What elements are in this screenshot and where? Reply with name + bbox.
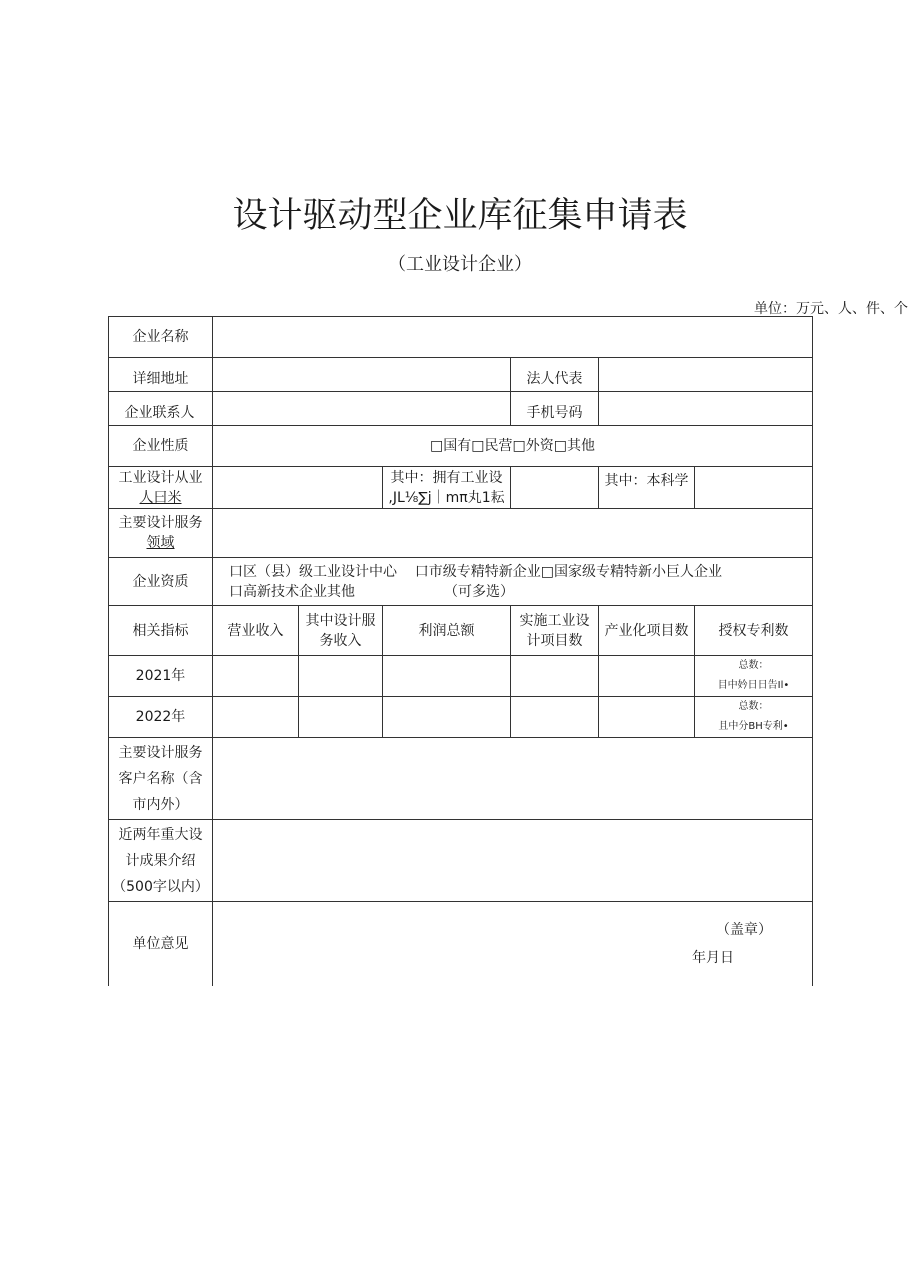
profit-2021-field[interactable] xyxy=(383,656,511,697)
clients-label-line-1: 主要设计服务 xyxy=(118,744,203,761)
patents-2022-total: 总数： xyxy=(738,701,769,712)
projects-2021-field[interactable] xyxy=(511,656,599,697)
col-design-revenue xyxy=(299,606,383,656)
qualification-label: 企业资质 xyxy=(109,558,213,606)
patents-2022-field[interactable] xyxy=(695,697,813,738)
staff-label xyxy=(109,467,213,509)
results-label xyxy=(109,820,213,902)
qualification-options[interactable] xyxy=(213,558,813,606)
profit-2022-field[interactable] xyxy=(383,697,511,738)
year-2021-label: 2021年 xyxy=(109,656,213,697)
staff-sci-field[interactable] xyxy=(695,467,813,509)
legal-rep-field[interactable] xyxy=(599,358,813,392)
service-field-label-line-2: 领域 xyxy=(146,535,175,551)
design-revenue-2021-field[interactable] xyxy=(299,656,383,697)
col-profit: 利润总额 xyxy=(383,606,511,656)
page-title: 设计驱动型企业库征集申请表 xyxy=(232,196,688,236)
patents-2021-detail: 目中妗日日告Il• xyxy=(717,680,790,691)
col-industrial: 产业化项目数 xyxy=(599,606,695,656)
col-design-revenue-line-1: 其中设计服 xyxy=(305,612,376,629)
revenue-2022-field[interactable] xyxy=(213,697,299,738)
clients-field[interactable] xyxy=(213,738,813,820)
staff-sub-label xyxy=(383,467,511,509)
staff-label-line-1: 工业设计从业 xyxy=(118,469,203,486)
revenue-2021-field[interactable] xyxy=(213,656,299,697)
col-revenue: 营业收入 xyxy=(213,606,299,656)
results-label-line-1: 近两年重大设 xyxy=(118,826,203,843)
seal-text: （盖章） xyxy=(716,922,773,938)
metrics-label: 相关指标 xyxy=(109,606,213,656)
projects-2022-field[interactable] xyxy=(511,697,599,738)
patents-2021-total: 总数： xyxy=(738,660,769,671)
company-name-label: 企业名称 xyxy=(109,317,213,358)
service-field-label-line-1: 主要设计服务 xyxy=(118,515,203,531)
unit-note: 单位：万元、人、件、个 xyxy=(754,301,908,317)
address-label: 详细地址 xyxy=(109,358,213,392)
company-name-field[interactable] xyxy=(213,317,813,358)
clients-label xyxy=(109,738,213,820)
nature-options[interactable]: □国有□民营□外资□其他 xyxy=(213,426,813,467)
year-2022-label: 2022年 xyxy=(109,697,213,738)
qualification-line-2[interactable]: 口高新技术企业其他 （可多选） xyxy=(229,583,515,600)
col-design-revenue-line-2: 务收入 xyxy=(319,632,362,649)
design-revenue-2022-field[interactable] xyxy=(299,697,383,738)
phone-field[interactable] xyxy=(599,392,813,426)
staff-sub-line-1: 其中：拥有工业设 xyxy=(390,469,503,486)
clients-label-line-3: 市内外） xyxy=(132,796,189,813)
staff-count-field[interactable] xyxy=(213,467,383,509)
application-form xyxy=(108,316,813,986)
contact-label: 企业联系人 xyxy=(109,392,213,426)
staff-label-line-2: 人曰米 xyxy=(139,489,182,506)
phone-label: 手机号码 xyxy=(511,392,599,426)
qualification-line-1[interactable]: 口区（县）级工业设计中心 口市级专精特新企业□国家级专精特新小巨人企业 xyxy=(229,563,723,580)
staff-sci-label: 其中：本科学 xyxy=(599,467,695,509)
industrial-2021-field[interactable] xyxy=(599,656,695,697)
legal-rep-label: 法人代表 xyxy=(511,358,599,392)
nature-label: 企业性质 xyxy=(109,426,213,467)
results-label-line-2: 计成果介绍 xyxy=(125,852,196,869)
address-field[interactable] xyxy=(213,358,511,392)
col-projects-line-2: 计项目数 xyxy=(526,632,583,649)
staff-sub-field[interactable] xyxy=(511,467,599,509)
clients-label-line-2: 客户名称（含 xyxy=(118,770,203,787)
date-text: 年月日 xyxy=(692,950,735,966)
service-field-input[interactable] xyxy=(213,509,813,558)
results-field[interactable] xyxy=(213,820,813,902)
results-label-line-3: （500字以内） xyxy=(112,878,209,895)
page-subtitle: （工业设计企业） xyxy=(388,254,532,275)
col-patents: 授权专利数 xyxy=(695,606,813,656)
patents-2021-field[interactable] xyxy=(695,656,813,697)
opinion-field[interactable] xyxy=(213,902,813,986)
opinion-label: 单位意见 xyxy=(109,902,213,986)
col-projects xyxy=(511,606,599,656)
contact-field[interactable] xyxy=(213,392,511,426)
patents-2022-detail: 且中分BH专利• xyxy=(718,721,789,732)
staff-sub-line-2: ,JL⅛∑j｜mπ丸1耘 xyxy=(388,489,505,506)
col-projects-line-1: 实施工业设 xyxy=(519,612,590,629)
service-field-label xyxy=(109,509,213,558)
industrial-2022-field[interactable] xyxy=(599,697,695,738)
